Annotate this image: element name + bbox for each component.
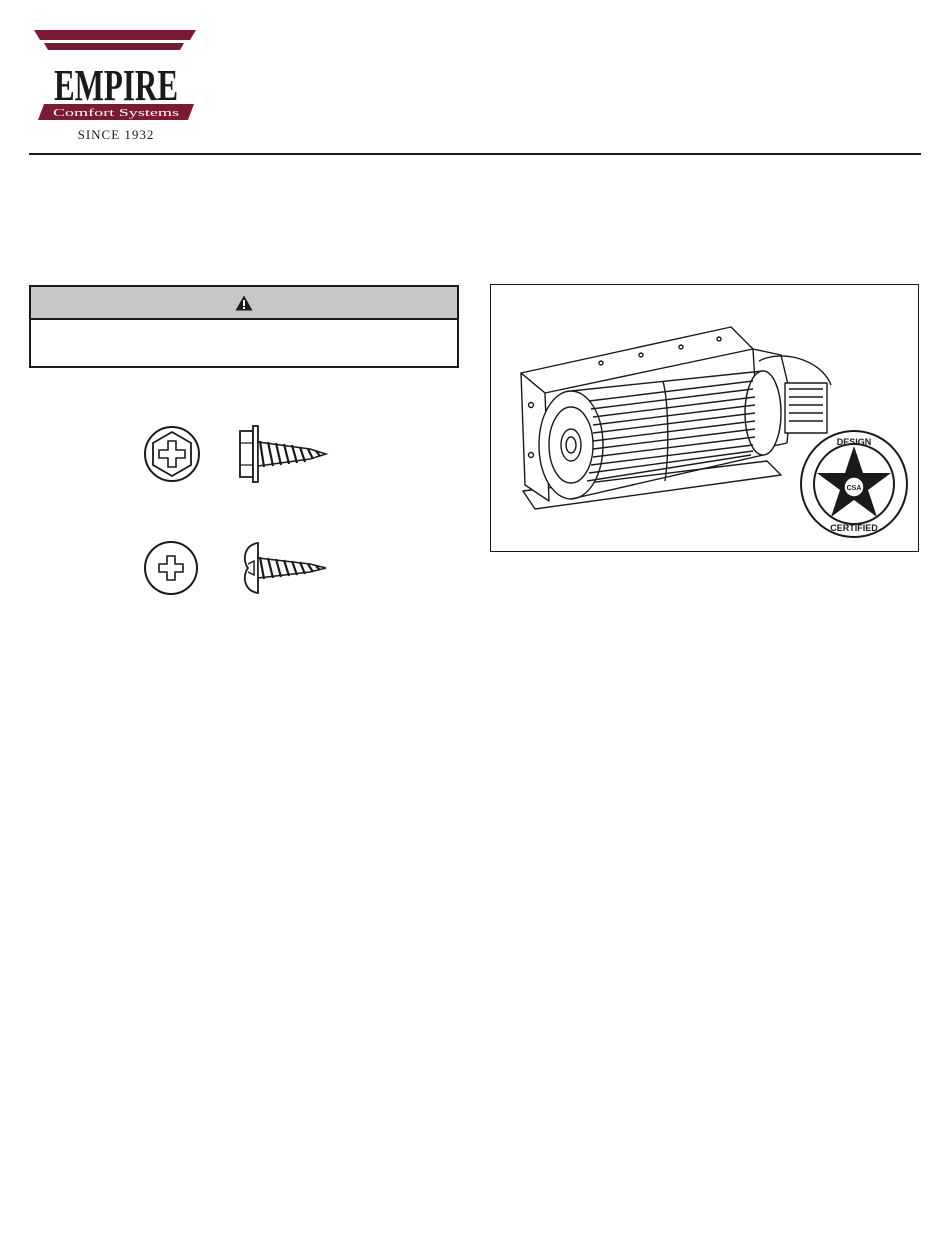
warning-header [31,287,457,320]
csa-bottom-text: CERTIFIED [830,523,878,533]
logo-since: SINCE 1932 [77,127,155,142]
warning-box [29,285,459,368]
warning-triangle-icon [235,295,253,311]
blower-illustration [490,284,919,552]
header-divider [29,153,921,155]
pan-head-phillips-icon [145,542,197,594]
logo-wordmark: EMPIRE [54,61,178,110]
hex-washer-head-screw [144,421,334,492]
empire-logo [34,28,200,144]
pan-head-screw [144,538,334,603]
csa-mark-text: CSA [846,485,862,492]
logo-tagline: Comfort Systems [53,107,179,119]
hex-washer-head-phillips-icon [145,427,199,481]
csa-top-text: DESIGN [836,437,872,447]
warning-body [31,320,457,368]
csa-certification-mark [801,431,907,537]
